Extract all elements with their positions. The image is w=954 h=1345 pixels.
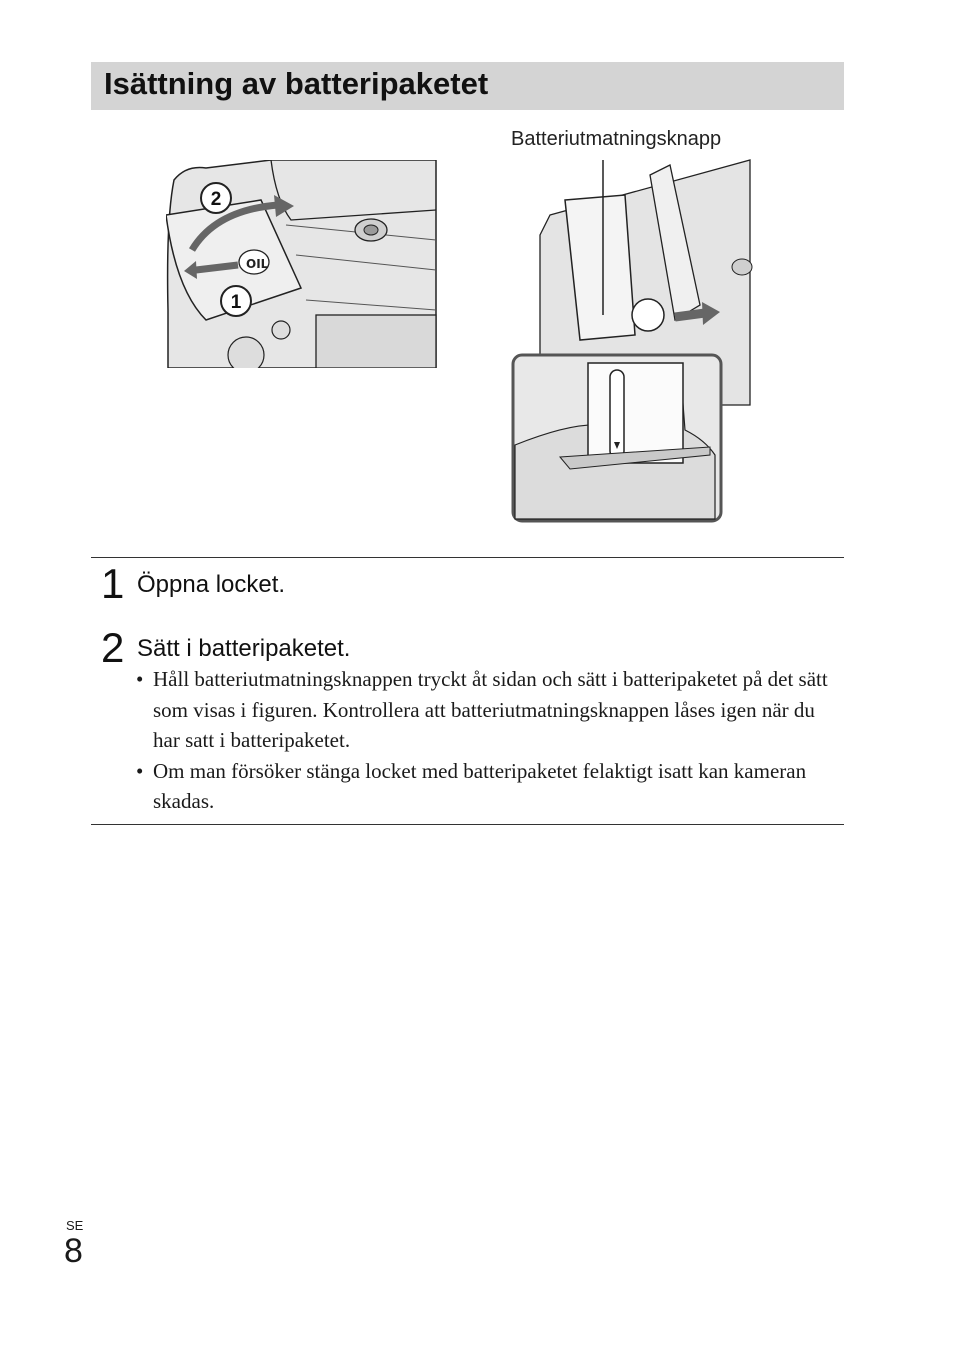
svg-text:OIL: OIL [246, 257, 269, 271]
section-divider-bottom [91, 824, 844, 825]
figure-insert-battery [510, 155, 755, 527]
step-2-notes [133, 664, 845, 817]
section-title: Isättning av batteripaketet [104, 66, 489, 101]
section-title-bar [91, 62, 844, 110]
step-1-number: 1 [101, 560, 125, 607]
section-divider-top [91, 557, 844, 558]
figure-open-cover [166, 160, 438, 368]
bullet-symbol: • [136, 667, 144, 691]
step-marker-1: 1 [230, 292, 242, 313]
bullet-symbol: • [136, 758, 144, 783]
note-item [133, 756, 845, 817]
note-item [133, 664, 845, 756]
step-2-text: Sätt i batteripaketet. [137, 635, 351, 662]
page-number: 8 [64, 1232, 83, 1270]
step-marker-2: 2 [210, 189, 222, 210]
step-1-text: Öppna locket. [137, 571, 286, 598]
step-2-number: 2 [101, 624, 125, 671]
note-text: Om man försöker stänga locket med batteripaketet felaktigt isatt kan kameran skadas. [153, 758, 807, 813]
callout-label: Batteriutmatningsknapp [511, 128, 722, 150]
language-code: SE [66, 1218, 84, 1233]
note-text: Håll batteriutmatningsknappen tryckt åt sidan och sätt i batteripaketet på det sätt som visas i figuren. Kontrollera att batteriutmatningsknappen låses igen när du har satt i batteripaketet. [153, 667, 828, 752]
